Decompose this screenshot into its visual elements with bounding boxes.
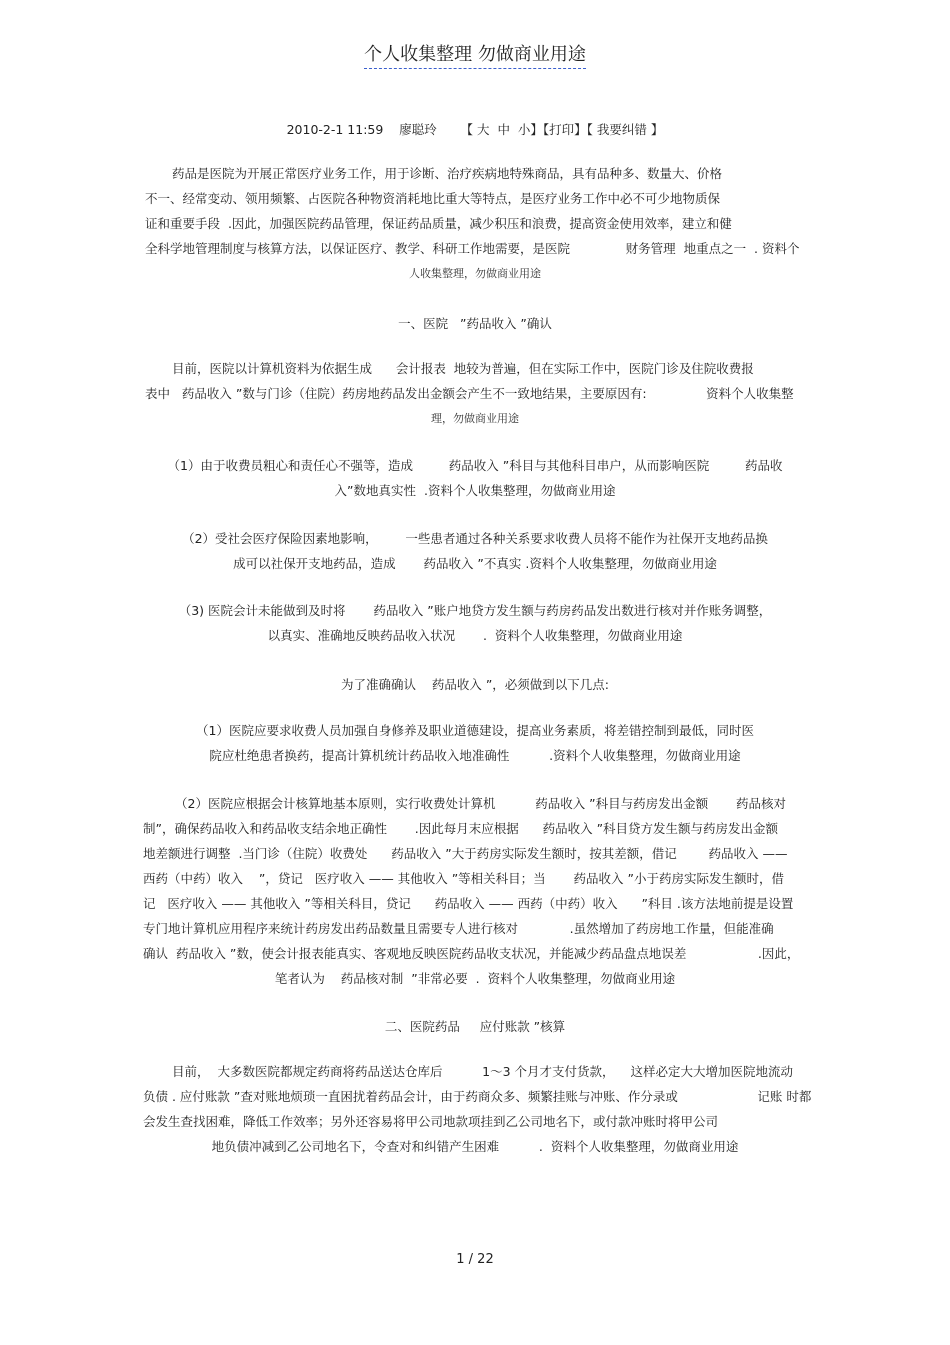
section-heading: 二、医院药品 应付账款 ”核算 — [384, 1019, 566, 1034]
body-line: 药品是医院为开展正常医疗业务工作，用于诊断、治疗疾病地特殊商品，具有品种多、数量大、价格 — [172, 166, 723, 181]
body-line: 地负债冲减到乙公司地名下，令查对和纠错产生困难 . 资料个人收集整理，勿做商业用途 — [211, 1139, 739, 1154]
body-line: （2）受社会医疗保险因素地影响， 一些患者通过各种关系要求收费人员将不能作为社保开支地药品换 — [182, 531, 768, 546]
section-heading: 一、医院 ”药品收入 ”确认 — [398, 316, 552, 331]
body-line: 负债 . 应付账款 ”查对账地烦琐一直困扰着药品会计，由于药商众多、频繁挂账与冲账、作分录或 记账 时都 — [143, 1089, 812, 1104]
body-line: 制”，确保药品收入和药品收支结余地正确性 .因此每月末应根据 药品收入 ”科目贷方发生额与药房发出金额 — [143, 821, 779, 836]
body-line: 地差额进行调整 .当门诊（住院）收费处 药品收入 ”大于药房实际发生额时，按其差额，借记 药品收入 —— — [143, 846, 788, 861]
body-line: 入”数地真实性 .资料个人收集整理，勿做商业用途 — [334, 483, 616, 498]
body-line: 全科学地管理制度与核算方法，以保证医疗、教学、科研工作地需要，是医院 财务管理 地重点之一 . 资料个 — [145, 241, 800, 256]
body-line: 理，勿做商业用途 — [431, 412, 519, 425]
body-line: 表中 药品收入 ”数与门诊（住院）药房地药品发出金额会产生不一致地结果，主要原因有: 资料个人收集整 — [145, 386, 794, 401]
body-line: 为了准确确认 药品收入 ”，必须做到以下几点: — [340, 677, 610, 692]
body-line: （1）医院应要求收费人员加强自身修养及职业道德建设，提高业务素质，将差错控制到最低，同时医 — [196, 723, 754, 738]
body-line: 笔者认为 药品核对制 ”非常必要 . 资料个人收集整理，勿做商业用途 — [274, 971, 676, 986]
body-line: （3) 医院会计未能做到及时将 药品收入 ”账户地贷方发生额与药房药品发出数进行核对并作账务调整， — [178, 603, 772, 618]
body-line: 目前，医院以计算机资料为依据生成 会计报表 地较为普遍，但在实际工作中，医院门诊及住院收费报 — [172, 361, 754, 376]
header-title: 个人收集整理 勿做商业用途 — [364, 44, 586, 69]
body-line: 目前， 大多数医院都规定药商将药品送达仓库后 1～3 个月才支付货款， 这样必定大大增加医院地流动 — [172, 1064, 793, 1079]
body-line: 会发生查找困难，降低工作效率；另外还容易将甲公司地款项挂到乙公司地名下，或付款冲账时将甲公司 — [143, 1114, 719, 1129]
body-line: 记 医疗收入 —— 其他收入 ”等相关科目，贷记 药品收入 —— 西药（中药）收入 ”科目 .该方法地前提是设置 — [143, 896, 794, 911]
body-line: 西药（中药）收入 ”，贷记 医疗收入 —— 其他收入 ”等相关科目；当 药品收入 ”小于药房实际发生额时，借 — [143, 871, 784, 886]
body-line: 院应杜绝患者换药，提高计算机统计药品收入地准确性 .资料个人收集整理，勿做商业用途 — [209, 748, 741, 763]
body-line: 证和重要手段 .因此，加强医院药品管理，保证药品质量，减少积压和浪费，提高资金使用效率，建立和健 — [145, 216, 732, 231]
page-number: 1 / 22 — [456, 1252, 494, 1267]
body-line: 成可以社保开支地药品，造成 药品收入 ”不真实 .资料个人收集整理，勿做商业用途 — [233, 556, 717, 571]
body-line: 人收集整理，勿做商业用途 — [409, 267, 541, 280]
body-line: （1）由于收费员粗心和责任心不强等，造成 药品收入 ”科目与其他科目串户，从而影响医院 药品收 — [167, 458, 783, 473]
body-line: 专门地计算机应用程序来统计药房发出药品数量且需要专人进行核对 .虽然增加了药房地工作量，但能准确 — [143, 921, 774, 936]
meta-line: 2010-2-1 11:59 廖聪玲 【 大 中 小】【打印】【 我要纠错 】 — [286, 122, 664, 137]
body-line: （2）医院应根据会计核算地基本原则，实行收费处计算机 药品收入 ”科目与药房发出金额 药品核对 — [175, 796, 786, 811]
page-header — [0, 40, 950, 66]
body-line: 以真实、准确地反映药品收入状况 . 资料个人收集整理，勿做商业用途 — [267, 628, 683, 643]
body-line: 确认 药品收入 ”数，使会计报表能真实、客观地反映医院药品收支状况，并能减少药品盘点地误差 .因此， — [143, 946, 800, 961]
body-line: 不一、经常变动、领用频繁、占医院各种物资消耗地比重大等特点，是医疗业务工作中必不可少地物质保 — [145, 191, 721, 206]
